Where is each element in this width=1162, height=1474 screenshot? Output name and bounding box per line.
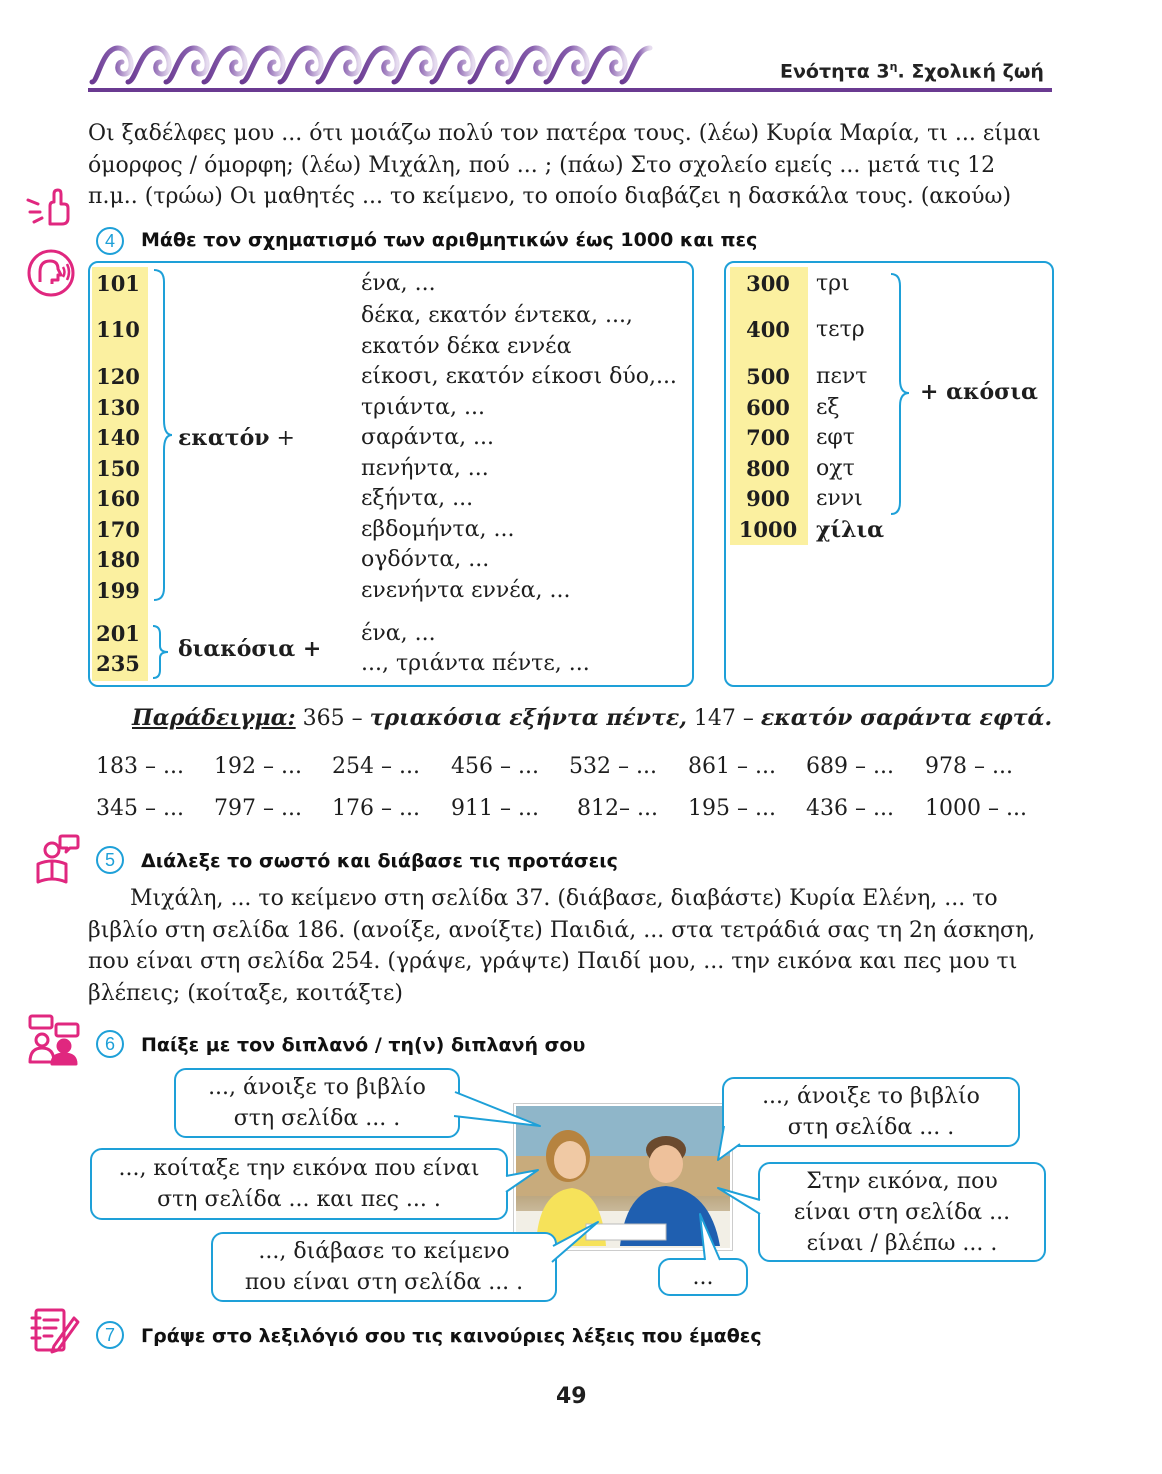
numeral: 150	[96, 456, 140, 481]
numeral: 500	[746, 364, 790, 389]
numeral: 201	[96, 621, 140, 646]
exercise-item: 456 – ...	[451, 754, 539, 779]
numeral: 199	[96, 578, 140, 603]
exercise-item: 183 – ...	[96, 754, 184, 779]
exercise-number-badge: 6	[96, 1030, 124, 1058]
numeral-words: δέκα, εκατόν έντεκα, ...,	[361, 303, 633, 328]
numeral-stem: τρι	[816, 271, 850, 296]
numeral-words: εξήντα, ...	[361, 486, 474, 511]
speech-bubble: ..., άνοιξε το βιβλίο στη σελίδα ... .	[722, 1077, 1020, 1147]
numeral: 140	[96, 425, 140, 450]
intro-line: Οι ξαδέλφες μου ... ότι μοιάζω πολύ τον πατέρα τους. (λέω) Κυρία Μαρία, τι ... είμαι	[88, 121, 1041, 146]
numeral: 700	[746, 425, 790, 450]
exercise-item: 345 – ...	[96, 796, 184, 821]
numeral-words: σαράντα, ...	[361, 425, 495, 450]
example-label: Παράδειγμα:	[132, 705, 296, 731]
speech-bubble: ...	[658, 1258, 748, 1296]
exercise-title: Διάλεξε το σωστό και διάβασε τις προτάσεις	[141, 850, 618, 872]
notebook-pencil-icon	[30, 1306, 80, 1356]
example-line: Παράδειγμα: 365 – τριακόσια εξήντα πέντε, 147 – εκατόν σαράντα εφτά.	[132, 705, 1053, 731]
numeral-words: εβδομήντα, ...	[361, 517, 515, 542]
exercise5-line: που είναι στη σελίδα 254. (γράψε, γράψτε) Παιδί μου, ... την εικόνα και πες μου τι	[88, 949, 1018, 974]
numeral: 600	[746, 395, 790, 420]
numeral-words: εκατόν δέκα εννέα	[361, 334, 572, 359]
numeral-stem: οχτ	[816, 456, 855, 481]
numeral-words: ..., τριάντα πέντε, ...	[361, 651, 590, 676]
numeral: 400	[746, 317, 790, 342]
numeral-words: ογδόντα, ...	[361, 547, 490, 572]
exercise-title: Γράψε στο λεξιλόγιό σου τις καινούριες λέξεις που έμαθες	[141, 1325, 762, 1347]
exercise-item: 978 – ...	[925, 754, 1013, 779]
numeral-stem: εννι	[816, 486, 863, 511]
exercise-item: 192 – ...	[214, 754, 302, 779]
exercise-number-badge: 7	[96, 1321, 124, 1349]
group-label-diakosia: διακόσια +	[178, 636, 322, 662]
numeral: 160	[96, 486, 140, 511]
numeral-stem: εφτ	[816, 425, 855, 450]
numeral-words: είκοσι, εκατόν είκοσι δύο,...	[361, 364, 677, 389]
numeral-words: ένα, ...	[361, 271, 436, 296]
exercise5-line: βιβλίο στη σελίδα 186. (ανοίξε, ανοίξτε) Παιδιά, ... στα τετράδιά σας τη 2η άσκηση,	[88, 917, 1036, 943]
exercise-item: 861 – ...	[688, 754, 776, 779]
numeral: 1000	[738, 517, 798, 542]
numeral-stem: εξ	[816, 395, 840, 420]
exercise-item: 797 – ...	[214, 796, 302, 821]
numeral-words: πενήντα, ...	[361, 456, 489, 481]
numeral: 180	[96, 547, 140, 572]
numeral-words: τριάντα, ...	[361, 395, 485, 420]
numeral: 130	[96, 395, 140, 420]
exercise5-line: βλέπεις; (κοίταξε, κοιτάξτε)	[88, 980, 403, 1006]
exercise-item: 436 – ...	[806, 796, 894, 821]
numeral: 800	[746, 456, 790, 481]
exercise5-line: Μιχάλη, ... το κείμενο στη σελίδα 37. (διάβασε, διαβάστε) Κυρία Ελένη, ... το	[130, 886, 998, 911]
exercise-item: 689 – ...	[806, 754, 894, 779]
numeral-stem: χίλια	[816, 517, 885, 543]
speech-bubble: Στην εικόνα, που είναι στη σελίδα ... είναι / βλέπω ... .	[758, 1162, 1046, 1262]
intro-line: π.μ.. (τρώω) Οι μαθητές ... το κείμενο, το οποίο διαβάζει η δασκάλα τους. (ακούω)	[88, 184, 1012, 209]
exercise-item: 532 – ...	[569, 754, 657, 779]
group-label-ekaton: εκατόν +	[178, 425, 295, 451]
exercise-number-badge: 5	[96, 846, 124, 874]
exercise-item: 911 – ...	[451, 796, 539, 821]
exercise-item: 254 – ...	[332, 754, 420, 779]
numeral: 900	[746, 486, 790, 511]
numeral-stem: τετρ	[816, 317, 865, 342]
unit-title: Ενότητα $3^\eta$. Σχολική ζωή	[780, 60, 1044, 83]
numeral: 235	[96, 651, 140, 676]
numeral: 110	[96, 317, 140, 342]
numeral-words: ένα, ...	[361, 621, 436, 646]
exercise-title: Παίξε με τον διπλανό / τη(ν) διπλανή σου	[141, 1034, 586, 1056]
exercise-title: Μάθε τον σχηματισμό των αριθμητικών έως 1000 και πες	[141, 229, 758, 251]
speech-bubble: ..., διάβασε το κείμενο που είναι στη σελίδα ... .	[211, 1232, 557, 1302]
numeral: 101	[96, 271, 140, 296]
numeral: 300	[746, 271, 790, 296]
speech-bubble: ..., άνοιξε το βιβλίο στη σελίδα ... .	[174, 1068, 460, 1138]
speech-bubble: ..., κοίταξε την εικόνα που είναι στη σελίδα ... και πες ... .	[90, 1148, 508, 1220]
exercise-item: 176 – ...	[332, 796, 420, 821]
exercise-item: 1000 – ...	[925, 796, 1027, 821]
page-number: 49	[556, 1384, 587, 1409]
numeral-words: ενενήντα εννέα, ...	[361, 578, 571, 603]
exercise-number-badge: 4	[96, 227, 124, 255]
exercise-item: 812– ...	[577, 796, 658, 821]
suffix-akosia: + ακόσια	[920, 379, 1038, 405]
intro-line: όμορφος / όμορφη; (λέω) Μιχάλη, πού ... ; (πάω) Στο σχολείο εμείς ... μετά τις 12	[88, 152, 996, 178]
numeral: 120	[96, 364, 140, 389]
numeral-stem: πεντ	[816, 364, 868, 389]
numeral: 170	[96, 517, 140, 542]
exercise-item: 195 – ...	[688, 796, 776, 821]
